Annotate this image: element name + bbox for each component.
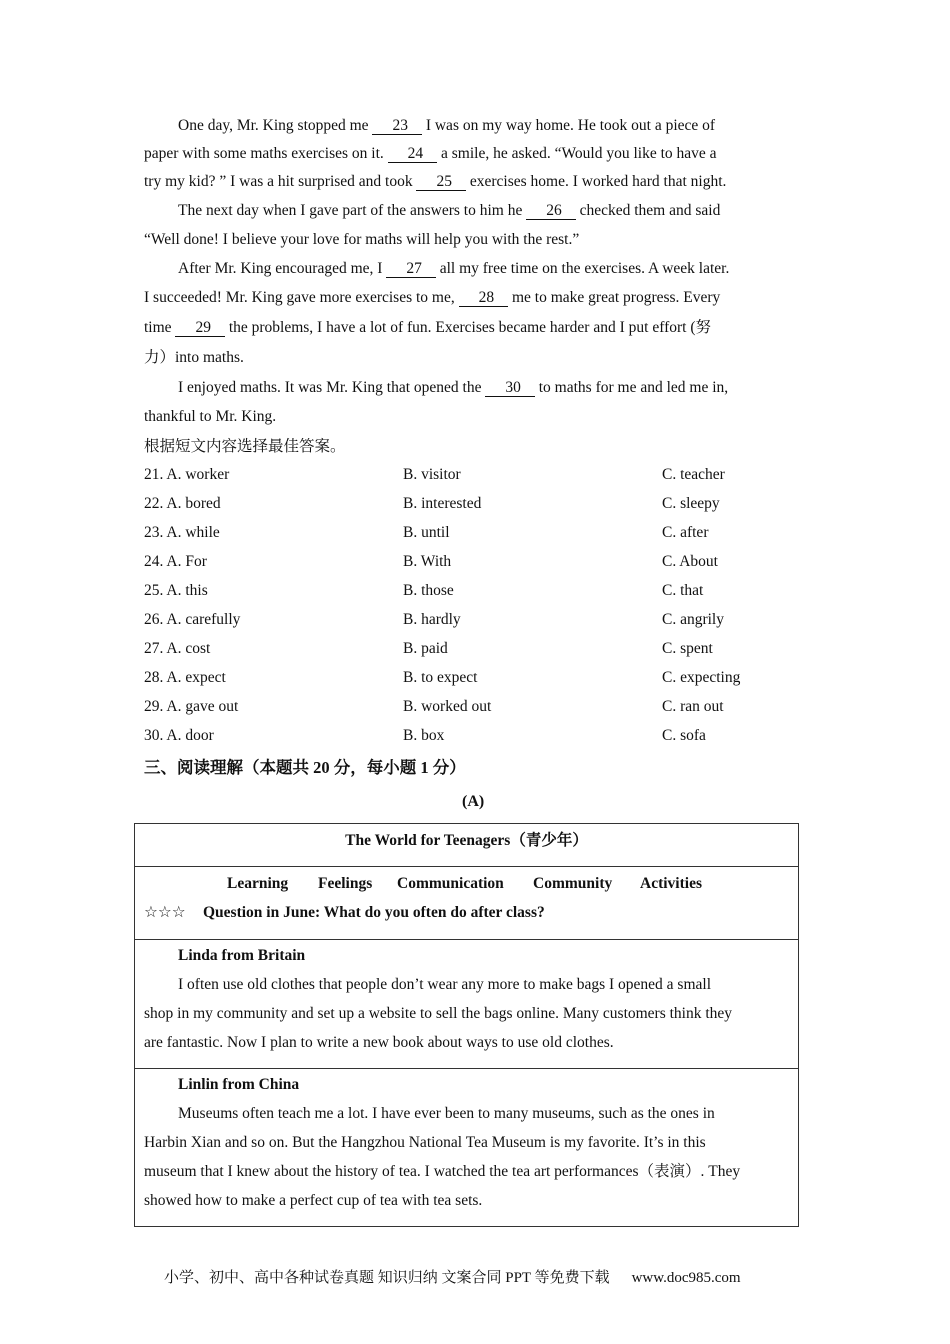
footer-link[interactable]: www.doc985.com xyxy=(631,1270,741,1286)
passage-line xyxy=(144,407,276,427)
passage-text: One day, Mr. King stopped me xyxy=(178,117,373,134)
passage-text: the problems, I have a lot of fun. Exercises became harder and I put effort (努 xyxy=(224,319,711,336)
teenagers-table xyxy=(134,823,799,1227)
option-b: B. those xyxy=(403,582,454,599)
table-title: The World for Teenagers（青少年） xyxy=(345,832,588,849)
entry-linlin xyxy=(135,1068,798,1226)
option-a: 29. A. gave out xyxy=(144,698,239,715)
blank-25: 25 xyxy=(416,174,466,191)
passage-text: try my kid? ” I was a hit surprised and took xyxy=(144,173,417,190)
passage-text: paper with some maths exercises on it. xyxy=(144,145,388,162)
passage-text: thankful to Mr. King. xyxy=(144,408,277,425)
entry-text-line: museum that I knew about the history of tea. I watched the tea art performances（表演）. They xyxy=(144,1163,741,1180)
entry-text-line: showed how to make a perfect cup of tea with tea sets. xyxy=(144,1192,483,1209)
section-heading: 三、阅读理解（本题共 20 分，每小题 1 分） xyxy=(144,758,466,777)
blank-26: 26 xyxy=(526,203,576,220)
entry-text-line: are fantastic. Now I plan to write a new book about ways to use old clothes. xyxy=(144,1034,614,1051)
entry-text-line: I often use old clothes that people don’t wear any more to make bags I opened a small xyxy=(178,976,712,993)
passage-text: I was on my way home. He took out a piece of xyxy=(421,117,716,134)
nav-feelings: Feelings xyxy=(318,875,373,892)
option-b: B. box xyxy=(403,727,445,744)
passage-text: a smile, he asked. “Would you like to have a xyxy=(437,145,717,162)
option-a: 22. A. bored xyxy=(144,495,221,512)
passage-line xyxy=(178,259,729,279)
passage-text: to maths for me and led me in, xyxy=(534,379,729,396)
passage-line xyxy=(144,288,720,308)
entry-text-line: Harbin Xian and so on. But the Hangzhou National Tea Museum is my favorite. It’s in this xyxy=(144,1134,706,1151)
blank-28: 28 xyxy=(459,290,509,307)
blank-27: 27 xyxy=(386,261,436,278)
option-c: C. spent xyxy=(662,640,713,657)
nav-learning: Learning xyxy=(227,875,289,892)
option-b: B. worked out xyxy=(403,698,492,715)
passage-text: I enjoyed maths. It was Mr. King that opened the xyxy=(178,379,486,396)
nav-communication: Communication xyxy=(397,875,504,892)
passage-text: “Well done! I believe your love for maths will help you with the rest.” xyxy=(144,231,580,248)
passage-text: checked them and said xyxy=(575,202,721,219)
passage-text: The next day when I gave part of the answers to him he xyxy=(178,202,527,219)
entry-text-line: Museums often teach me a lot. I have ever been to many museums, such as the ones in xyxy=(178,1105,715,1122)
option-b: B. to expect xyxy=(403,669,478,686)
star-rating-icon: ☆☆☆ xyxy=(144,904,186,921)
option-a: 27. A. cost xyxy=(144,640,211,657)
option-c: C. that xyxy=(662,582,704,599)
passage-text: exercises home. I worked hard that night. xyxy=(465,173,727,190)
entry-name: Linda from Britain xyxy=(178,947,306,964)
option-c: C. About xyxy=(662,553,718,570)
option-b: B. With xyxy=(403,553,452,570)
passage-line xyxy=(144,230,579,250)
option-a: 21. A. worker xyxy=(144,466,230,483)
blank-24: 24 xyxy=(388,146,438,163)
option-c: C. ran out xyxy=(662,698,724,715)
option-c: C. angrily xyxy=(662,611,724,628)
passage-text: After Mr. King encouraged me, I xyxy=(178,260,387,277)
passage-text: I succeeded! Mr. King gave more exercises to me, xyxy=(144,289,459,306)
option-c: C. after xyxy=(662,524,709,541)
passage-line xyxy=(144,144,717,164)
option-a: 30. A. door xyxy=(144,727,214,744)
option-c: C. sleepy xyxy=(662,495,720,512)
passage-text: 力）into maths. xyxy=(144,349,244,366)
instruction: 根据短文内容选择最佳答案。 xyxy=(144,438,346,455)
entry-name: Linlin from China xyxy=(178,1076,300,1093)
nav-activities: Activities xyxy=(640,875,702,892)
nav-row xyxy=(135,866,798,939)
passage-line xyxy=(178,378,728,398)
blank-23: 23 xyxy=(372,118,422,135)
passage-text: me to make great progress. Every xyxy=(508,289,721,306)
option-b: B. until xyxy=(403,524,450,541)
option-b: B. interested xyxy=(403,495,482,512)
option-c: C. sofa xyxy=(662,727,706,744)
blank-29: 29 xyxy=(175,320,225,337)
option-b: B. hardly xyxy=(403,611,461,628)
option-c: C. expecting xyxy=(662,669,741,686)
passage-line xyxy=(178,201,720,221)
passage-text: time xyxy=(144,319,176,336)
option-a: 23. A. while xyxy=(144,524,220,541)
option-b: B. paid xyxy=(403,640,448,657)
option-a: 28. A. expect xyxy=(144,669,226,686)
entry-text-line: shop in my community and set up a website to sell the bags online. Many customers think they xyxy=(144,1005,733,1022)
footer-text: 小学、初中、高中各种试卷真题 知识归纳 文案合同 PPT 等免费下载 xyxy=(164,1270,610,1286)
footer xyxy=(164,1268,741,1288)
passage-line xyxy=(144,318,711,338)
option-a: 26. A. carefully xyxy=(144,611,241,628)
passage-text: all my free time on the exercises. A week later. xyxy=(435,260,730,277)
blank-30: 30 xyxy=(485,380,535,397)
option-a: 25. A. this xyxy=(144,582,208,599)
part-label: (A) xyxy=(462,793,485,810)
nav-community: Community xyxy=(533,875,613,892)
entry-linda xyxy=(135,939,798,1068)
passage-line xyxy=(178,116,715,136)
monthly-question: Question in June: What do you often do after class? xyxy=(203,904,545,921)
option-b: B. visitor xyxy=(403,466,461,483)
option-a: 24. A. For xyxy=(144,553,207,570)
passage-line xyxy=(144,172,726,192)
passage-line xyxy=(144,348,244,368)
option-c: C. teacher xyxy=(662,466,725,483)
